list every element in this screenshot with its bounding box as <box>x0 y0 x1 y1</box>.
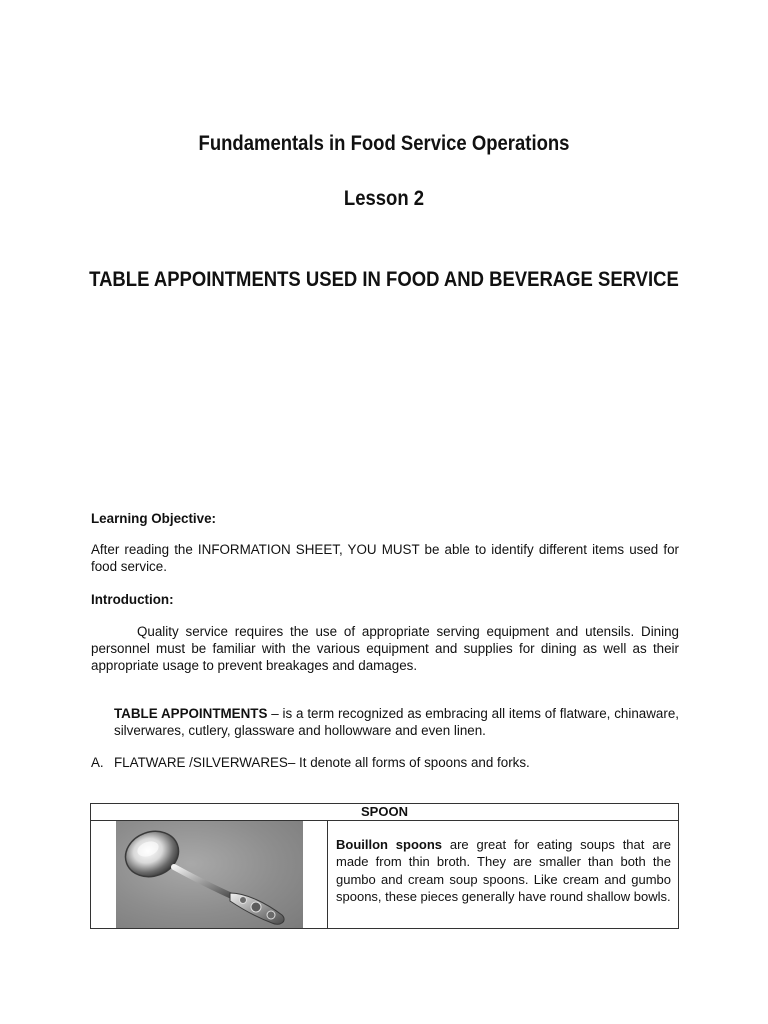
introduction-text: Quality service requires the use of appropriate serving equipment and utensils. Dining personnel must be familiar with the various equipment and supplies for dining as well as their appropriate usage to prevent breakages and damages. <box>91 624 679 673</box>
spoon-description <box>336 836 671 905</box>
flatware-item <box>91 754 530 771</box>
spoon-item-description: are great for eating soups that are made from thin broth. They are smaller than both the gumbo and cream soup spoons. Like cream and gumbo spoons, these pieces generally have round shallow bowls. <box>336 837 671 904</box>
spoon-table <box>90 803 679 929</box>
spoon-description-cell <box>328 821 678 928</box>
introduction-label: Introduction: <box>91 592 174 607</box>
bouillon-spoon-photo <box>116 821 303 928</box>
table-appointments-paragraph <box>114 705 679 739</box>
lesson-number: Lesson 2 <box>343 186 425 210</box>
table-appointments-definition: – is a term recognized as embracing all items of flatware, chinaware, silverwares, cutlery, glassware and hollowware and even linen. <box>114 706 679 738</box>
table-appointments-term: TABLE APPOINTMENTS <box>114 706 268 721</box>
spoon-table-header: SPOON <box>91 804 678 821</box>
flatware-text: FLATWARE /SILVERWARES– It denote all forms of spoons and forks. <box>114 755 530 770</box>
learning-objective-text: After reading the INFORMATION SHEET, YOU MUST be able to identify different items used for food service. <box>91 542 679 574</box>
spoon-image-cell <box>91 821 328 928</box>
lesson-heading: TABLE APPOINTMENTS USED IN FOOD AND BEVERAGE SERVICE <box>89 267 679 291</box>
document-title: Fundamentals in Food Service Operations <box>198 131 570 155</box>
introduction-paragraph <box>91 623 679 674</box>
flatware-marker: A. <box>91 755 104 770</box>
spoon-item-name: Bouillon spoons <box>336 837 443 852</box>
learning-objective-label: Learning Objective: <box>91 511 217 526</box>
